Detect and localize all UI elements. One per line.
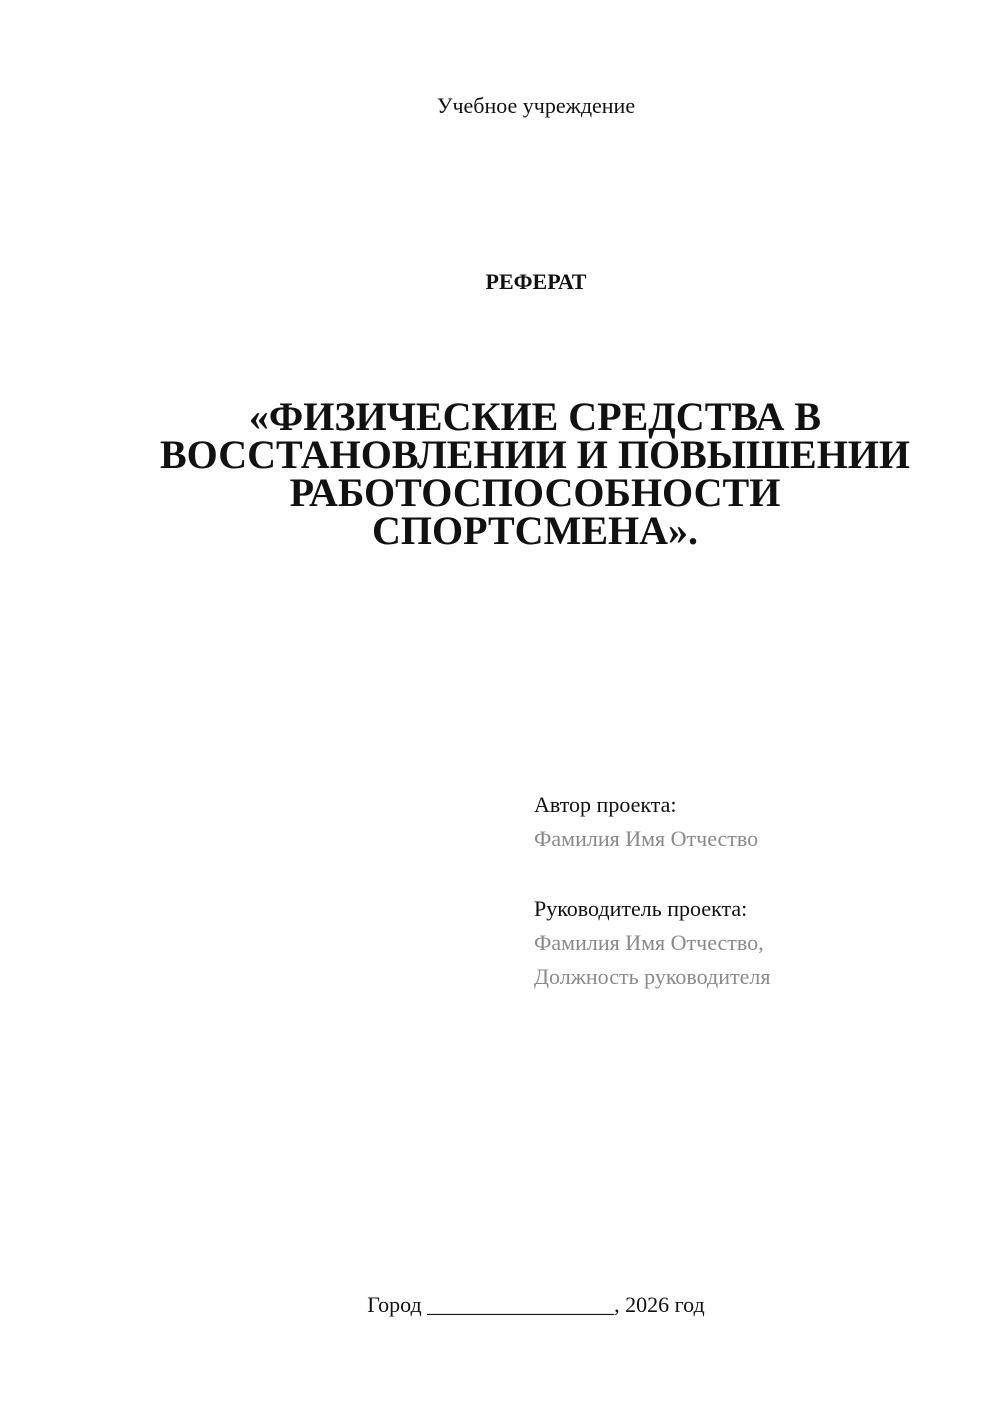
supervisor-position-placeholder: Должность руководителя [534, 964, 771, 989]
essay-title-line: СПОРТСМЕНА». [371, 508, 699, 553]
institution-name: Учебное учреждение [436, 93, 636, 118]
author-name-placeholder: Фамилия Имя Отчество [534, 826, 759, 851]
essay-title [140, 394, 930, 553]
essay-title-line: «ФИЗИЧЕСКИЕ СРЕДСТВА В [248, 394, 822, 439]
supervisor-name-placeholder: Фамилия Имя Отчество, [534, 930, 764, 955]
city-year-line: Город _________________, 2026 год [367, 1292, 705, 1317]
supervisor-label: Руководитель проекта: [534, 896, 748, 921]
document-type-heading: РЕФЕРАТ [485, 269, 587, 294]
essay-title-line: ВОССТАНОВЛЕНИИ И ПОВЫШЕНИИ [159, 432, 911, 477]
credits-block [534, 788, 974, 994]
spacer [534, 856, 974, 892]
essay-title-line: РАБОТОСПОСОБНОСТИ [289, 470, 781, 515]
author-label: Автор проекта: [534, 792, 677, 817]
